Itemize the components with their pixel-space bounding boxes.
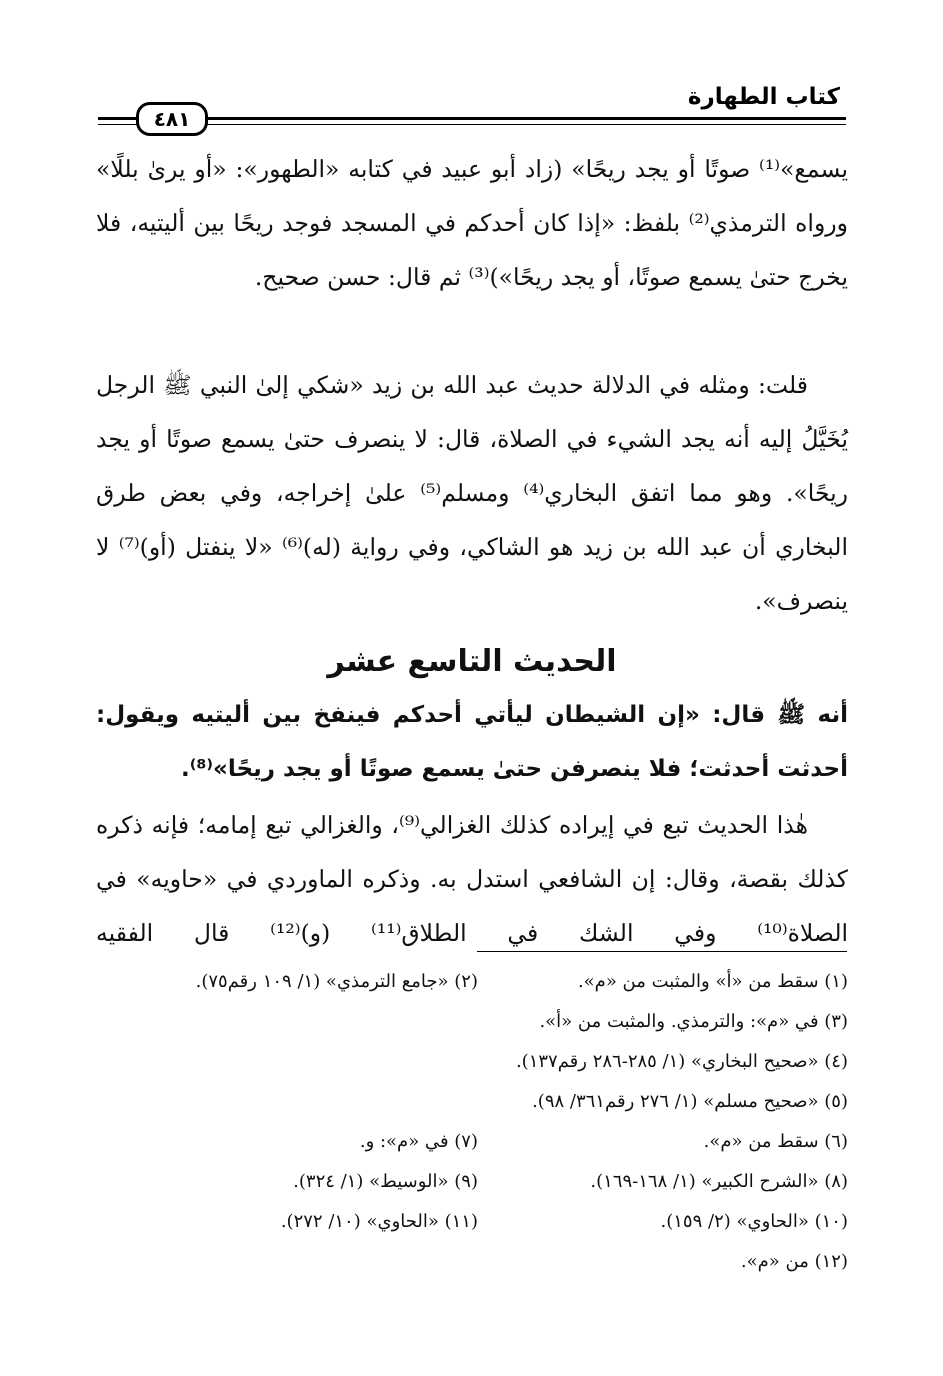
footnote-item: (٩) «الوسيط» (١/ ٣٢٤). xyxy=(293,1171,478,1192)
footnote-row xyxy=(96,1122,848,1162)
footnote-item: (٦) سقط من «م». xyxy=(703,1131,848,1152)
footnote-item: (٤) «صحيح البخاري» (١/ ٢٨٥-٢٨٦ رقم١٣٧). xyxy=(515,1051,848,1072)
footnote-item: (٧) في «م»: و. xyxy=(359,1131,478,1152)
footnote-item: (٣) في «م»: والترمذي. والمثبت من «أ». xyxy=(539,1011,848,1032)
footnote-item: (٨) «الشرح الكبير» (١/ ١٦٨-١٦٩). xyxy=(590,1171,848,1192)
footnote-separator xyxy=(477,951,847,952)
footnote-row xyxy=(96,1082,848,1122)
header-rule-top xyxy=(98,117,846,120)
footnotes xyxy=(96,962,848,1282)
footnote-row xyxy=(96,962,848,1002)
running-title: كتاب الطهارة xyxy=(687,84,840,110)
paragraph-3: هٰذا الحديث تبع في إيراده كذلك الغزالي⁽⁹⁾، والغزالي تبع إمامه؛ فإنه ذكره كذلك بقصة، وقال: إن الشافعي استدل به. وذكره الماوردي في «حاويه» في الصلاة⁽¹⁰⁾ وفي الشك في الطلاق⁽¹¹⁾ (و)⁽¹²⁾ قال الفقيه xyxy=(96,811,849,947)
footnote-item: (١٠) «الحاوي» (٢/ ١٥٩). xyxy=(660,1211,848,1232)
footnote-row xyxy=(96,1042,848,1082)
footnote-row xyxy=(96,1202,848,1242)
main-text-block-1 xyxy=(96,142,848,304)
footnote-item: (١١) «الحاوي» (١٠/ ٢٧٢). xyxy=(280,1211,478,1232)
footnote-row xyxy=(96,1242,848,1282)
footnote-item: (١٢) من «م». xyxy=(740,1251,848,1272)
hadith-text-block xyxy=(96,688,848,796)
hadith-text: أنه ﷺ قال: «إن الشيطان ليأتي أحدكم فينفخ بين أليتيه ويقول: أحدثت أحدثت؛ فلا ينصرفن حتىٰ يسمع صوتًا أو يجد ريحًا»⁽⁸⁾. xyxy=(96,702,848,782)
footnote-item: (٥) «صحيح مسلم» (١/ ٢٧٦ رقم٣٦١/ ٩٨). xyxy=(532,1091,848,1112)
footnote-item: (٢) «جامع الترمذي» (١/ ١٠٩ رقم٧٥). xyxy=(195,971,478,992)
paragraph-1: يسمع»⁽¹⁾ صوتًا أو يجد ريحًا» (زاد أبو عبيد في كتابه «الطهور»: «أو يرىٰ بللًا» ورواه الترمذي⁽²⁾ بلفظ: «إذا كان أحدكم في المسجد فوجد ريحًا بين أليتيه، فلا يخرج حتىٰ يسمع صوتًا، أو يجد ريحًا»)⁽³⁾ ثم قال: حسن صحيح. xyxy=(96,155,848,291)
footnote-item: (١) سقط من «أ» والمثبت من «م». xyxy=(577,971,848,992)
header-rule-bottom xyxy=(98,124,846,125)
footnote-row xyxy=(96,1002,848,1042)
main-text-block-2 xyxy=(96,358,848,628)
section-heading: الحديث التاسع عشر xyxy=(327,644,617,679)
main-text-block-3 xyxy=(96,798,848,960)
page-header xyxy=(98,82,846,132)
page-number: ٤٨١ xyxy=(136,102,208,136)
footnote-row xyxy=(96,1162,848,1202)
paragraph-2: قلت: ومثله في الدلالة حديث عبد الله بن زيد «شكي إلىٰ النبي ﷺ الرجل يُخَيَّلُ إليه أنه يجد الشيء في الصلاة، قال: لا ينصرف حتىٰ يسمع صوتًا أو يجد ريحًا». وهو مما اتفق البخاري⁽⁴⁾ ومسلم⁽⁵⁾ علىٰ إخراجه، وفي بعض طرق البخاري أن عبد الله بن زيد هو الشاكي، وفي رواية (له)⁽⁶⁾ «لا ينفتل (أو)⁽⁷⁾ لا ينصرف». xyxy=(96,371,849,615)
